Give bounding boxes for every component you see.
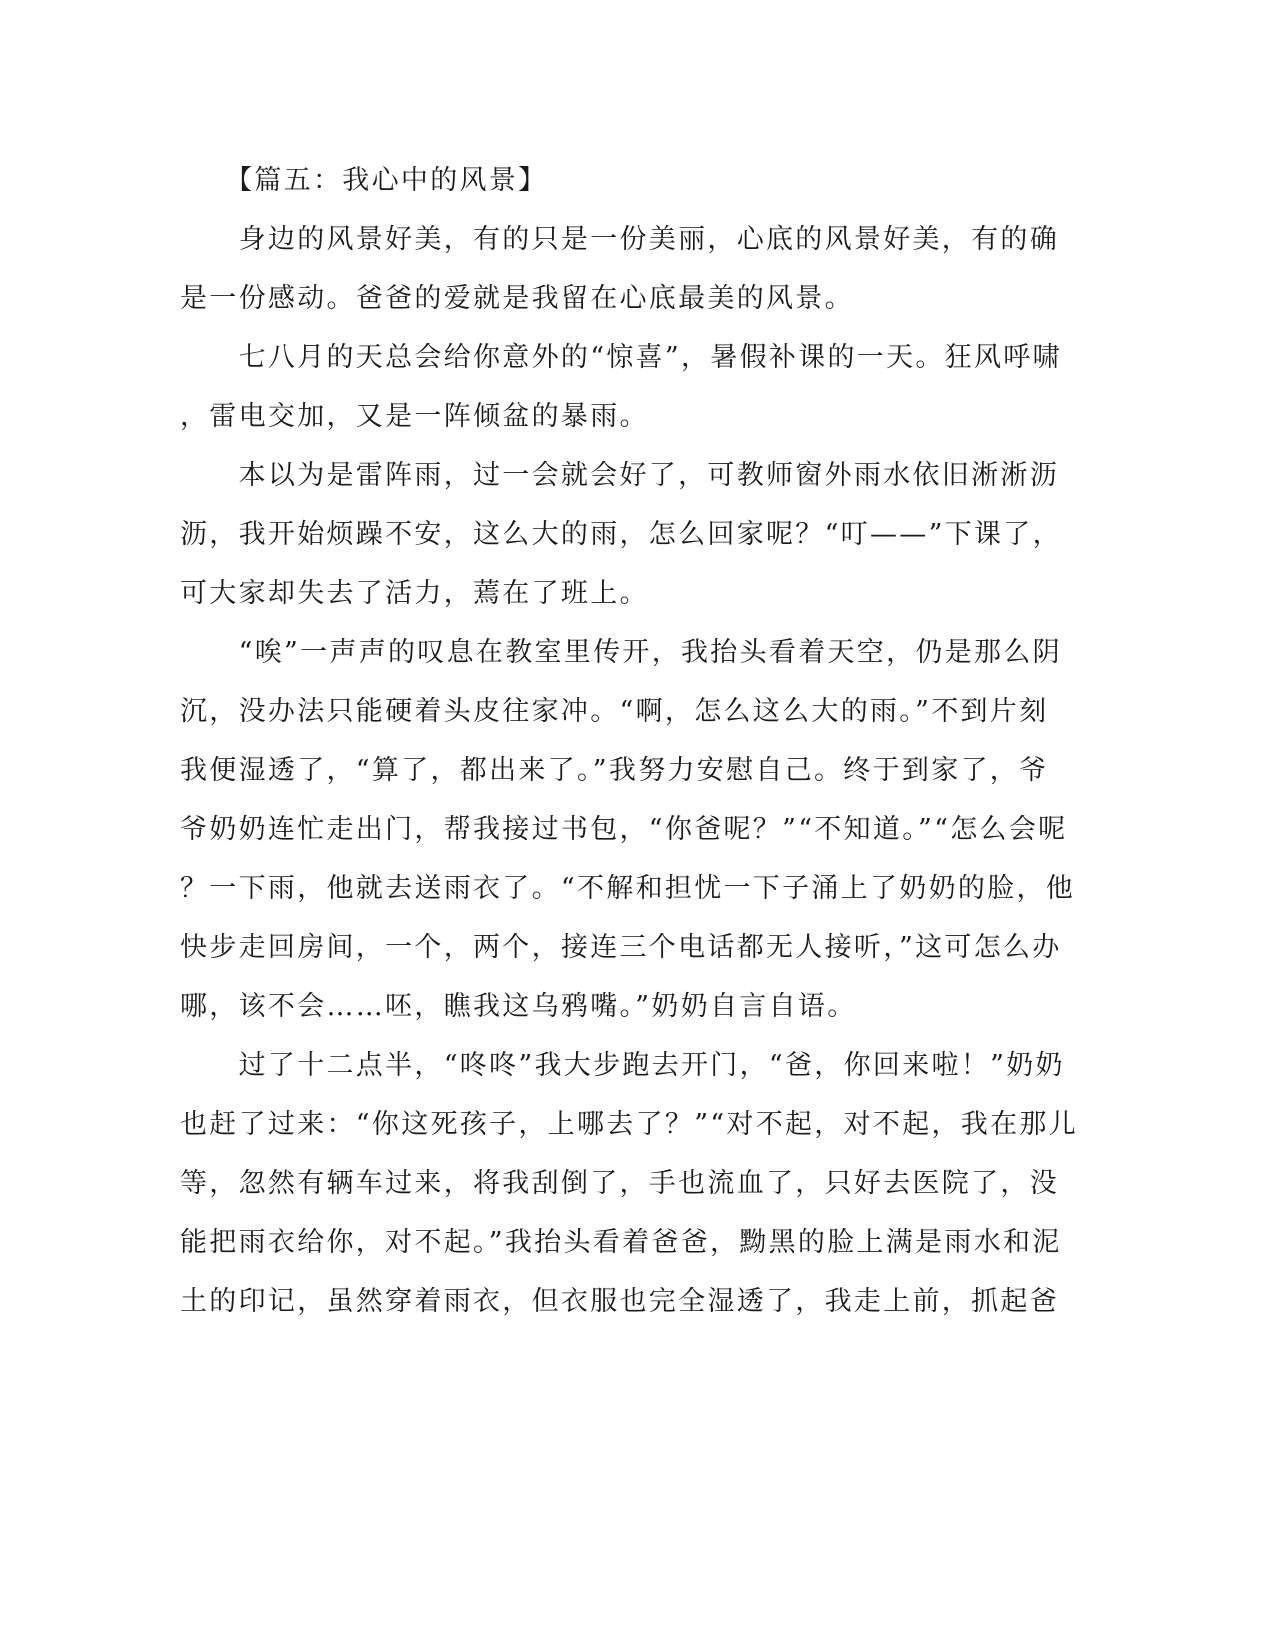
text-line: 是一份感动。爸爸的爱就是我留在心底最美的风景。 [180, 283, 854, 314]
text-line: 本以为是雷阵雨，过一会就会好了，可教师窗外雨水依旧淅淅沥 [180, 460, 1059, 491]
text-line: 可大家却失去了活力，蔫在了班上。 [180, 578, 649, 609]
text-line: 身边的风景好美，有的只是一份美丽，心底的风景好美，有的确 [180, 224, 1059, 255]
text-line: 沥，我开始烦躁不安，这么大的雨，怎么回家呢？“叮——”下课了， [180, 519, 1062, 550]
text-line: 等，忽然有辆车过来，将我刮倒了，手也流血了，只好去医院了，没 [180, 1168, 1059, 1199]
text-line: 爷奶奶连忙走出门，帮我接过书包，“你爸呢？”“不知道。”“怎么会呢 [180, 814, 1068, 845]
text-line: ，雷电交加，又是一阵倾盆的暴雨。 [180, 401, 649, 432]
text-line: 土的印记，虽然穿着雨衣，但衣服也完全湿透了，我走上前，抓起爸 [180, 1286, 1059, 1317]
text-line: 能把雨衣给你，对不起。”我抬头看着爸爸，黝黑的脸上满是雨水和泥 [180, 1227, 1062, 1258]
text-line: 过了十二点半，“咚咚”我大步跑去开门，“爸，你回来啦！”奶奶 [180, 1050, 1065, 1081]
text-line: 沉，没办法只能硬着头皮往家冲。“啊，怎么这么大的雨。”不到片刻 [180, 696, 1049, 727]
text-line: 快步走回房间，一个，两个，接连三个电话都无人接听，”这可怎么办 [180, 932, 1062, 963]
text-line: 我便湿透了，“算了，都出来了。”我努力安慰自己。终于到家了，爷 [180, 755, 1049, 786]
text-line: 七八月的天总会给你意外的“惊喜”，暑假补课的一天。狂风呼啸 [180, 342, 1062, 373]
text-line: 也赶了过来：“你这死孩子，上哪去了？”“对不起，对不起，我在那儿 [180, 1109, 1079, 1140]
text-line: 哪，该不会……呸，瞧我这乌鸦嘴。”奶奶自言自语。 [180, 991, 857, 1022]
text-line: ？一下雨，他就去送雨衣了。“不解和担忧一下子涌上了奶奶的脸，他 [180, 873, 1076, 904]
section-heading: 【篇五：我心中的风景】 [180, 165, 548, 196]
text-line: “唉”一声声的叹息在教室里传开，我抬头看着天空，仍是那么阴 [180, 637, 1062, 668]
